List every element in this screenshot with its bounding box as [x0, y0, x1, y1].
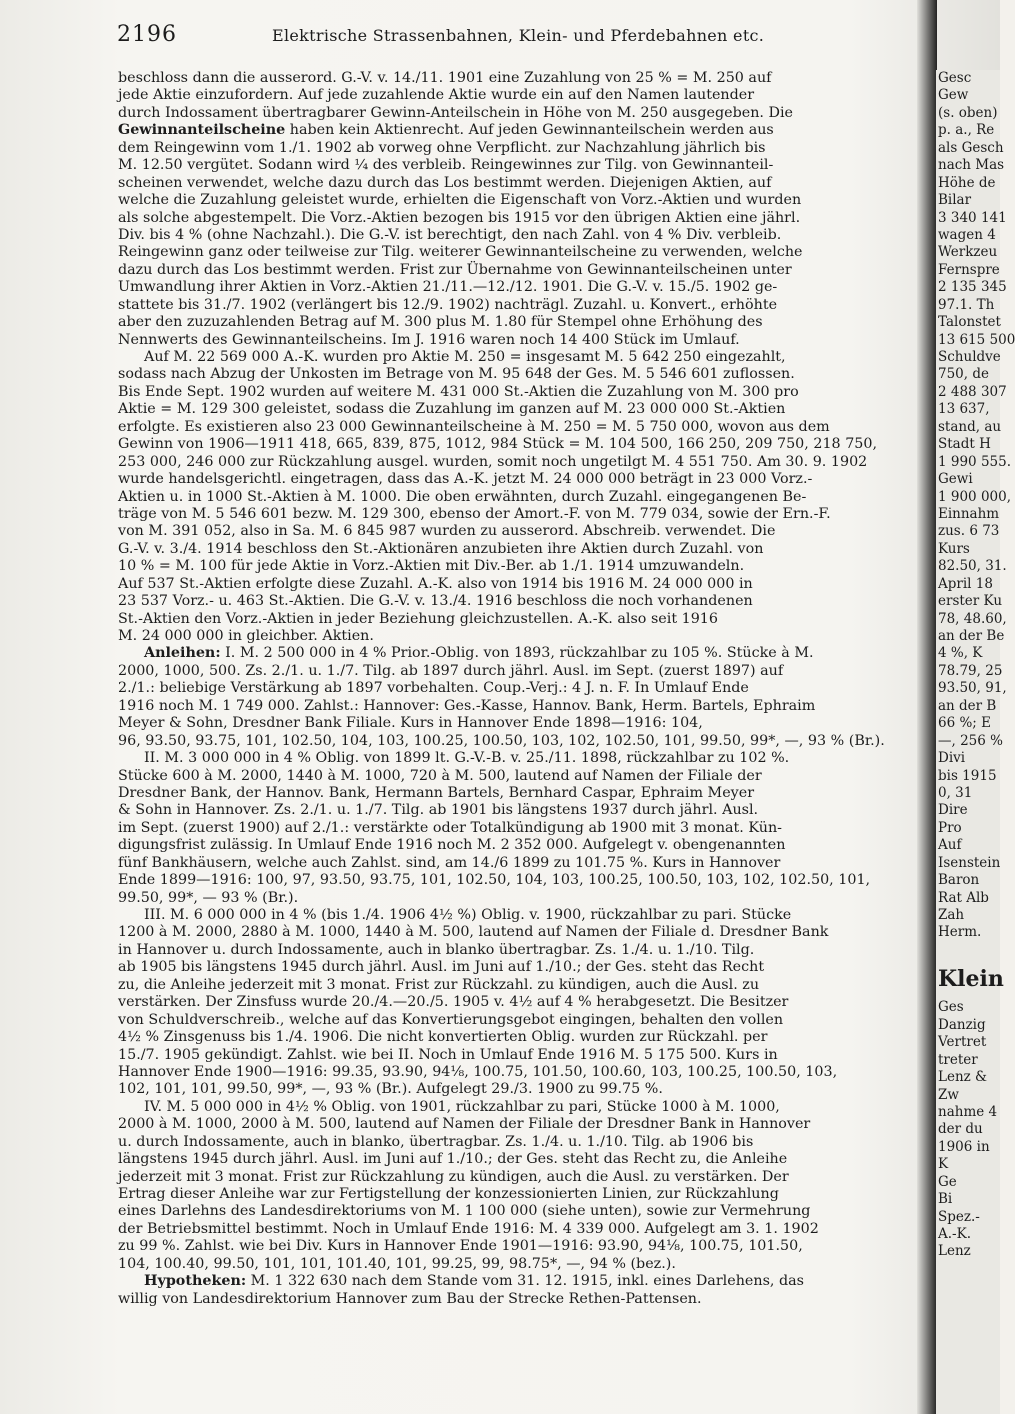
line-text: Reingewinn ganz oder teilweise zur Tilg. weiterer Gewinnanteilscheine zu verwenden, welche	[118, 244, 803, 261]
line-text: Stücke 600 à M. 2000, 1440 à M. 1000, 720 à M. 500, lautend auf Namen der Filiale der	[118, 767, 762, 784]
line-text: 1200 à M. 2000, 2880 à M. 1000, 1440 à M. 500, lautend auf Namen der Filiale d. Dresdner Bank	[118, 924, 829, 941]
text-line	[118, 1291, 926, 1308]
fragment-line: Dire	[938, 802, 968, 819]
book-gutter-shadow	[917, 0, 937, 1414]
fragment-line: 0, 31	[938, 784, 973, 801]
line-text: in Hannover u. durch Indossamente, auch in blanko übertragbar. Zs. 1./4. u. 1./10. Tilg.	[118, 941, 755, 958]
fragment-line: 4 %, K	[938, 645, 983, 662]
text-line	[118, 1029, 926, 1046]
text-line	[118, 506, 926, 523]
line-text: welche die Zuzahlung geleistet wurde, erhielten die Eigenschaft von Vorz.-Aktien und wurden	[118, 192, 802, 209]
text-line	[118, 924, 926, 941]
line-text: 10 % = M. 100 für jede Aktie in Vorz.-Aktien mit Div.-Ber. ab 1./1. 1914 umzuwandeln.	[118, 558, 745, 575]
fragment-line: Schuldve	[938, 349, 1001, 365]
line-text: jede Aktie einzufordern. Auf jede zuzahlende Aktie wurde ein auf den Namen lautender	[118, 87, 755, 104]
text-line	[118, 1012, 926, 1029]
text-line	[118, 489, 926, 506]
fragment-line: Lenz	[938, 1243, 971, 1260]
text-line	[118, 140, 926, 157]
fragment-line: 97.1. Th	[938, 296, 995, 313]
adjacent-page-fragment	[936, 70, 1015, 1414]
text-line	[118, 419, 926, 436]
line-text: IV. M. 5 000 000 in 4½ % Oblig. von 1901, rückzahlbar zu pari, Stücke 1000 à M. 1000,	[144, 1098, 780, 1115]
text-line	[118, 820, 926, 837]
fragment-line: K	[938, 1156, 949, 1173]
fragment-line: 82.50, 31.	[938, 558, 1007, 575]
text-line	[118, 1186, 926, 1203]
fragment-line: Spez.-	[938, 1208, 980, 1225]
text-line	[118, 802, 926, 819]
text-line	[118, 733, 926, 750]
fragment-line: A.-K.	[938, 1226, 971, 1242]
text-line	[118, 314, 926, 331]
text-line	[118, 1116, 926, 1133]
fragment-line: 78, 48.60,	[938, 610, 1007, 627]
line-text: St.-Aktien den Vorz.-Aktien in jeder Beziehung gleichzustellen. A.-K. also seit 1916	[118, 610, 719, 627]
fragment-line: wagen 4	[938, 226, 996, 243]
fragment-line: 750, de	[938, 366, 989, 383]
line-text: 104, 100.40, 99.50, 101, 101, 101.40, 101, 99.25, 99, 98.75*, —, 94 % (bez.).	[118, 1255, 676, 1272]
fragment-line: Rat Alb	[938, 889, 989, 906]
fragment-line: 3 340 141	[938, 209, 1007, 226]
text-line	[118, 175, 926, 192]
fragment-line: stand, au	[938, 418, 1002, 435]
line-text: Aktie = M. 129 300 geleistet, sodass die Zuzahlung im ganzen auf M. 23 000 000 St.-Aktien	[118, 401, 786, 418]
fragment-line: 93.50, 91,	[938, 680, 1007, 697]
fragment-line: Werkzeu	[938, 244, 998, 261]
line-text: 96, 93.50, 93.75, 101, 102.50, 104, 103, 100.25, 100.50, 103, 102, 102.50, 101, 99.50, 99*, —, 93 % (Br.).	[118, 732, 885, 749]
text-line	[118, 105, 926, 122]
line-text: Umwandlung ihrer Aktien in Vorz.-Aktien 21./11.—12./12. 1901. Die G.-V. v. 15./5. 1902 ge-	[118, 279, 778, 296]
text-line	[118, 192, 926, 209]
line-text: Div. bis 4 % (ohne Nachzahl.). Die G.-V. ist berechtigt, den nach Zahl. von 4 % Div. verbleib.	[118, 226, 782, 243]
fragment-line: zus. 6 73	[938, 523, 1000, 540]
text-line	[118, 279, 926, 296]
text-line	[118, 785, 926, 802]
text-line	[118, 297, 926, 314]
line-text: III. M. 6 000 000 in 4 % (bis 1./4. 1906 4½ %) Oblig. v. 1900, rückzahlbar zu pari. Stücke	[144, 907, 792, 923]
page-number: 2196	[117, 22, 177, 47]
line-text: stattete bis 31./7. 1902 (verlängert bis 12./9. 1902) nachträgl. Zuzahl. u. Konvert., erhöhte	[118, 296, 778, 313]
line-text: aber den zuzuzahlenden Betrag auf M. 300 plus M. 1.80 für Stempel ohne Erhöhung des	[118, 314, 763, 331]
text-line	[118, 872, 926, 889]
fragment-line: Stadt H	[938, 436, 991, 453]
text-line	[118, 541, 926, 558]
fragment-line: Vertret	[938, 1034, 987, 1051]
line-text: fünf Bankhäusern, welche auch Zahlst. sind, am 14./6 1899 zu 101.75 %. Kurs in Hannover	[118, 854, 781, 871]
fragment-line: April 18	[938, 575, 993, 592]
text-line	[118, 401, 926, 418]
fragment-line	[936, 942, 1000, 959]
text-line	[118, 87, 926, 104]
text-line	[118, 436, 926, 453]
text-line	[118, 768, 926, 785]
text-line	[118, 576, 926, 593]
text-line	[118, 210, 926, 227]
text-line	[118, 890, 926, 907]
line-text: digungsfrist zulässig. In Umlauf Ende 1916 noch M. 2 352 000. Aufgelegt v. obengenannten	[118, 837, 786, 854]
line-text: 2000, 1000, 500. Zs. 2./1. u. 1./7. Tilg. ab 1897 durch jährl. Ausl. im Sept. (zuerst 1897) auf	[118, 662, 784, 679]
text-line	[118, 994, 926, 1011]
text-line	[118, 1203, 926, 1220]
text-line	[118, 1151, 926, 1168]
text-line	[118, 907, 926, 924]
fragment-line: Auf	[938, 837, 962, 854]
fragment-line: Baron	[938, 872, 980, 889]
fragment-line: erster Ku	[938, 593, 1003, 610]
fragment-line: 13 615 500	[938, 331, 1015, 348]
text-line	[118, 1238, 926, 1255]
text-line	[118, 628, 926, 645]
page-header	[117, 22, 927, 50]
line-text: 4½ % Zinsgenuss bis 1./4. 1906. Die nicht konvertierten Oblig. wurden zur Rückzahl. per	[118, 1029, 768, 1046]
line-text: II. M. 3 000 000 in 4 % Oblig. von 1899 lt. G.-V.-B. v. 25./11. 1898, rückzahlbar zu 102 %.	[144, 750, 790, 767]
line-text: Aktien u. in 1000 St.-Aktien à M. 1000. Die oben erwähnten, durch Zuzahl. eingegangenen Be-	[118, 488, 807, 505]
fragment-line: 2 488 307	[938, 383, 1007, 400]
line-text: Gewinn von 1906—1911 418, 665, 839, 875, 1012, 984 Stück = M. 104 500, 166 250, 209 750, 218 750,	[118, 436, 878, 453]
text-line	[118, 1256, 926, 1273]
text-line	[118, 680, 926, 697]
text-line	[118, 1081, 926, 1098]
line-text: als solche abgestempelt. Die Vorz.-Aktien bezogen bis 1915 vor den übrigen Aktien eine jährl.	[118, 209, 801, 226]
line-text: durch Indossament übertragbarer Gewinn-Anteilschein in Höhe von M. 250 ausgegeben. Die	[118, 104, 794, 121]
line-text: & Sohn in Hannover. Zs. 2./1. u. 1./7. Tilg. ab 1901 bis längstens 1937 durch jährl. Ausl.	[118, 802, 759, 819]
line-text: 1916 noch M. 1 749 000. Zahlst.: Hannover: Ges.-Kasse, Hannov. Bank, Herm. Bartels, Ephraim	[118, 697, 816, 714]
text-line	[118, 332, 926, 349]
fragment-line: Ges	[938, 999, 964, 1016]
line-text: Nennwerts des Gewinnanteilscheins. Im J. 1916 waren noch 14 400 Stück im Umlauf.	[118, 331, 740, 348]
line-text: haben kein Aktienrecht. Auf jeden Gewinnanteilschein werden aus	[285, 122, 774, 139]
line-text: 2./1.: beliebige Verstärkung ab 1897 vorbehalten. Coup.-Verj.: 4 J. n. F. In Umlauf Ende	[118, 680, 749, 697]
line-text: von M. 391 052, also in Sa. M. 6 845 987 wurden zu ausserord. Abschreib. verwendet. Die	[118, 523, 776, 540]
line-text: Meyer & Sohn, Dresdner Bank Filiale. Kurs in Hannover Ende 1898—1916: 104,	[118, 715, 703, 732]
text-line	[118, 977, 926, 994]
fragment-line: 1906 in	[938, 1138, 990, 1155]
text-line	[118, 70, 926, 87]
line-text: beschloss dann die ausserord. G.-V. v. 14./11. 1901 eine Zuzahlung von 25 % = M. 250 auf	[118, 70, 772, 86]
fragment-line: Isenstein	[938, 854, 1001, 871]
fragment-line: Bilar	[938, 192, 972, 209]
line-text: im Sept. (zuerst 1900) auf 2./1.: verstärkte oder Totalkündigung ab 1900 mit 3 monat. Kün-	[118, 819, 783, 836]
line-text: I. M. 2 500 000 in 4 % Prior.-Oblig. von 1893, rückzahlbar zu 105 %. Stücke à M.	[220, 645, 814, 662]
line-text: scheinen verwendet, welche dazu durch das Los bestimmt werden. Diejenigen Aktien, auf	[118, 174, 772, 191]
line-text: 99.50, 99*, — 93 % (Br.).	[118, 889, 299, 906]
fragment-line: —, 256 %	[938, 732, 1003, 749]
line-text: Ende 1899—1916: 100, 97, 93.50, 93.75, 101, 102.50, 104, 103, 100.25, 100.50, 103, 102, 102.50, 101,	[118, 872, 871, 889]
fragment-line: an der Be	[938, 628, 1005, 644]
text-line	[118, 366, 926, 383]
line-text: M. 1 322 630 nach dem Stande vom 31. 12. 1915, inkl. eines Darlehens, das	[246, 1273, 805, 1290]
fragment-line: 1 990 555.	[938, 453, 1011, 470]
fragment-line: Talonstet	[938, 314, 1001, 331]
text-line	[118, 384, 926, 401]
section-label: Gewinnanteilscheine	[118, 122, 286, 139]
main-text-column	[118, 70, 926, 1410]
text-line	[118, 837, 926, 854]
line-text: jederzeit mit 3 monat. Frist zur Rückzahlung zu kündigen, auch die Ausl. zu verstärken. Der	[118, 1168, 789, 1185]
text-line	[118, 715, 926, 732]
fragment-line: als Gesch	[938, 139, 1004, 156]
line-text: 253 000, 246 000 zur Rückzahlung ausgel. wurden, somit noch ungetilgt M. 4 551 750. Am 30. 9. 1902	[118, 453, 868, 470]
line-text: dazu durch das Los bestimmt werden. Frist zur Übernahme von Gewinnanteilscheinen unter	[118, 261, 792, 278]
line-text: Hannover Ende 1900—1916: 99.35, 93.90, 94⅛, 100.75, 101.50, 100.60, 103, 100.25, 100.50, 103,	[118, 1063, 838, 1080]
line-text: Ertrag dieser Anleihe war zur Fertigstellung der konzessionierten Linien, zur Rückzahlung	[118, 1186, 779, 1202]
line-text: verstärken. Der Zinsfuss wurde 20./4.—20./5. 1905 v. 4½ auf 4 % herabgesetzt. Die Besitzer	[118, 994, 789, 1011]
fragment-line: 1 900 000,	[938, 488, 1011, 505]
fragment-line: treter	[938, 1051, 978, 1068]
line-text: Auf M. 22 569 000 A.-K. wurden pro Aktie M. 250 = insgesamt M. 5 642 250 eingezahlt,	[144, 349, 786, 365]
text-line	[118, 244, 926, 261]
fragment-line: bis 1915	[938, 767, 997, 784]
text-line	[118, 1064, 926, 1081]
text-line	[118, 349, 926, 366]
fragment-line: Bi	[938, 1191, 953, 1208]
fragment-line: 66 %; E	[938, 715, 991, 732]
fragment-line: 2 135 345	[938, 279, 1007, 296]
line-text: 15./7. 1905 gekündigt. Zahlst. wie bei II. Noch in Umlauf Ende 1916 M. 5 175 500. Kurs in	[118, 1046, 778, 1063]
fragment-line: Kurs	[938, 540, 970, 557]
line-text: u. durch Indossamente, auch in blanko, übertragbar. Zs. 1./4. u. 1./10. Tilg. ab 1906 bis	[118, 1133, 754, 1150]
line-text: längstens 1945 durch jährl. Ausl. im Juni auf 1./10.; der Ges. steht das Recht zu, die Anleihe	[118, 1151, 788, 1168]
fragment-line: Herm.	[938, 924, 982, 941]
text-line	[118, 942, 926, 959]
text-line	[118, 157, 926, 174]
line-text: Dresdner Bank, der Hannov. Bank, Hermann Bartels, Bernhard Caspar, Ephraim Meyer	[118, 784, 755, 801]
section-label: Hypotheken:	[144, 1273, 247, 1290]
fragment-line: Danzig	[938, 1016, 986, 1033]
fragment-line: 13 637,	[938, 401, 990, 418]
text-line	[118, 645, 926, 662]
line-text: 2000 à M. 1000, 2000 à M. 500, lautend auf Namen der Filiale der Dresdner Bank in Hannover	[118, 1116, 811, 1133]
fragment-line: Gewi	[938, 471, 973, 488]
text-line	[118, 262, 926, 279]
fragment-line: der du	[938, 1121, 983, 1138]
line-text: wurde handelsgerichtl. eingetragen, dass das A.-K. jetzt M. 24 000 000 beträgt in 23 000 Vorz.-	[118, 471, 813, 488]
fragment-line: Höhe de	[938, 174, 996, 191]
fragment-line: Gew	[938, 87, 969, 104]
line-text: ab 1905 bis längstens 1945 durch jährl. Ausl. im Juni auf 1./10.; der Ges. steht das Recht	[118, 959, 765, 976]
line-text: 23 537 Vorz.- u. 463 St.-Aktien. Die G.-V. v. 13./4. 1916 beschloss die noch vorhandenen	[118, 593, 753, 610]
fragment-line: Pro	[938, 819, 962, 836]
text-line	[118, 227, 926, 244]
text-line	[118, 1221, 926, 1238]
line-text: M. 12.50 vergütet. Sodann wird ¼ des verbleib. Reingewinnes zur Tilg. von Gewinnanteil-	[118, 157, 774, 174]
text-line	[118, 1047, 926, 1064]
line-text: M. 24 000 000 in gleichber. Aktien.	[118, 628, 374, 644]
text-line	[118, 750, 926, 767]
fragment-line: Einnahm	[938, 505, 1000, 522]
line-text: der Betriebsmittel bestimmt. Noch in Umlauf Ende 1916: M. 4 339 000. Aufgelegt am 3. 1. 1902	[118, 1220, 819, 1237]
fragment-line: 78.79, 25	[938, 662, 1003, 679]
line-text: zu, die Anleihe jederzeit mit 3 monat. Frist zur Rückzahl. zu kündigen, auch die Ausl. zu	[118, 976, 760, 993]
text-line	[118, 523, 926, 540]
fragment-line: Zw	[938, 1086, 959, 1103]
line-text: von Schuldverschreib., welche auf das Konvertierungsgebot eingingen, behalten den vollen	[118, 1011, 784, 1028]
fragment-line: Ge	[938, 1173, 957, 1190]
line-text: willig von Landesdirektorium Hannover zum Bau der Strecke Rethen-Pattensen.	[118, 1290, 702, 1307]
text-line	[118, 959, 926, 976]
text-line	[118, 471, 926, 488]
fragment-line: Zah	[938, 907, 965, 923]
fragment-line: nach Mas	[938, 157, 1005, 174]
fragment-heading: Klein	[938, 966, 1004, 993]
text-line	[118, 122, 926, 139]
line-text: Auf 537 St.-Aktien erfolgte diese Zuzahl. A.-K. also von 1914 bis 1916 M. 24 000 000 in	[118, 575, 753, 592]
line-text: zu 99 %. Zahlst. wie bei Div. Kurs in Hannover Ende 1901—1916: 93.90, 94⅛, 100.75, 101.50,	[118, 1238, 803, 1255]
fragment-line: Lenz &	[938, 1069, 988, 1086]
fragment-line: nahme 4	[938, 1103, 998, 1120]
text-line	[118, 1169, 926, 1186]
line-text: sodass nach Abzug der Unkosten im Betrage von M. 95 648 der Ges. M. 5 546 601 zuflossen.	[118, 366, 795, 383]
line-text: G.-V. v. 3./4. 1914 beschloss den St.-Aktionären anzubieten ihre Aktien durch Zuzahl. von	[118, 540, 764, 557]
text-line	[118, 593, 926, 610]
fragment-line: (s. oben)	[938, 104, 998, 121]
line-text: erfolgte. Es existieren also 23 000 Gewinnanteilscheine à M. 250 = M. 5 750 000, wovon aus dem	[118, 418, 830, 435]
text-line	[118, 663, 926, 680]
text-line	[118, 855, 926, 872]
fragment-line: p. a., Re	[938, 122, 995, 139]
text-line	[118, 454, 926, 471]
line-text: 102, 101, 101, 99.50, 99*, —, 93 % (Br.). Aufgelegt 29./3. 1900 zu 99.75 %.	[118, 1081, 663, 1098]
line-text: eines Darlehns des Landesdirektoriums von M. 1 100 000 (siehe unten), sowie zur Vermehrung	[118, 1203, 811, 1220]
fragment-line: Fernspre	[938, 261, 1000, 278]
line-text: dem Reingewinn vom 1./1. 1902 ab vorweg ohne Verpflicht. zur Nachzahlung jährlich bis	[118, 139, 766, 156]
text-line	[118, 1273, 926, 1290]
line-text: Bis Ende Sept. 1902 wurden auf weitere M. 431 000 St.-Aktien die Zuzahlung von M. 300 pro	[118, 383, 799, 400]
text-line	[118, 1099, 926, 1116]
text-line	[118, 558, 926, 575]
text-line	[118, 1134, 926, 1151]
fragment-line: Gesc	[938, 70, 972, 86]
running-title: Elektrische Strassenbahnen, Klein- und Pferdebahnen etc.	[272, 26, 765, 45]
text-line	[118, 611, 926, 628]
text-line	[118, 698, 926, 715]
section-label: Anleihen:	[144, 645, 221, 662]
fragment-line: an der B	[938, 697, 997, 714]
line-text: träge von M. 5 546 601 bezw. M. 129 300, ebenso der Amort.-F. von M. 779 034, sowie der Ern.-F.	[118, 505, 831, 522]
fragment-line: Divi	[938, 750, 966, 767]
